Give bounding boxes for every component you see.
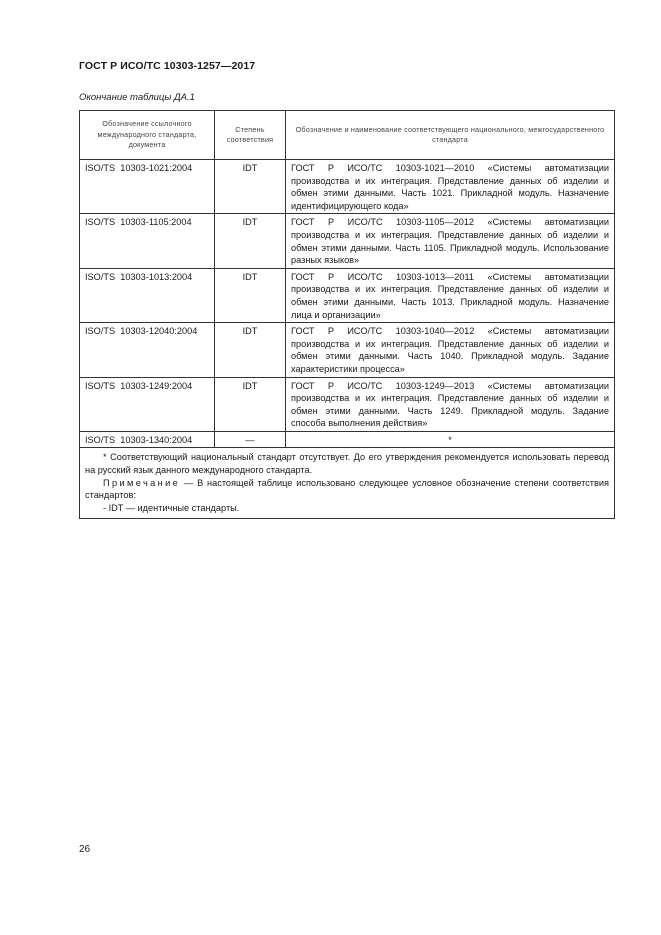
note-text: — В настоящей таблице использовано следующее условное обозначение степени соответствия стандартов: [85, 477, 609, 501]
national-standard-cell: ГОСТ Р ИСО/ТС 10303-1105—2012 «Системы автоматизации производства и их интеграция. Представление данных об изделии и обмен этими данными. Часть 1105. Прикладной модуль. Использование разных языков» [286, 214, 615, 268]
table-footnote [80, 448, 615, 519]
column-header-national-standard: Обозначение и наименование соответствующего национального, межгосударственного стандарта [286, 111, 615, 160]
table-row [80, 323, 615, 377]
degree-cell: IDT [215, 268, 286, 322]
national-standard-cell: ГОСТ Р ИСО/ТС 10303-1249—2013 «Системы автоматизации производства и их интеграция. Представление данных об изделии и обмен этими данными. Часть 1249. Прикладной модуль. Задание способа выполнения действия» [286, 377, 615, 431]
table-note [85, 477, 609, 502]
table-header-row [80, 111, 615, 160]
table-row [80, 377, 615, 431]
national-standard-cell: * [286, 431, 615, 448]
table-row [80, 431, 615, 448]
intl-standard-cell: ISO/TS 10303-1340:2004 [80, 431, 215, 448]
intl-standard-cell: ISO/TS 10303-12040:2004 [80, 323, 215, 377]
national-standard-cell: ГОСТ Р ИСО/ТС 10303-1040—2012 «Системы автоматизации производства и их интеграция. Представление данных об изделии и обмен этими данными. Часть 1040. Прикладной модуль. Задание характеристики процесса» [286, 323, 615, 377]
document-header: ГОСТ Р ИСО/ТС 10303-1257—2017 [79, 60, 256, 72]
standards-table [79, 110, 615, 519]
table-caption: Окончание таблицы ДА.1 [79, 92, 195, 103]
column-header-intl-standard: Обозначение ссылочного международного стандарта, документа [80, 111, 215, 160]
table-row [80, 214, 615, 268]
intl-standard-cell: ISO/TS 10303-1013:2004 [80, 268, 215, 322]
degree-cell: — [215, 431, 286, 448]
page-number: 26 [79, 844, 91, 855]
intl-standard-cell: ISO/TS 10303-1249:2004 [80, 377, 215, 431]
table-row [80, 268, 615, 322]
degree-cell: IDT [215, 323, 286, 377]
note-label: Примечание [103, 477, 181, 488]
table-row [80, 160, 615, 214]
intl-standard-cell: ISO/TS 10303-1105:2004 [80, 214, 215, 268]
national-standard-cell: ГОСТ Р ИСО/ТС 10303-1021—2010 «Системы автоматизации производства и их интеграция. Представление данных об изделии и обмен этими данными. Часть 1021. Прикладной модуль. Назначение идентифицирующего кода» [286, 160, 615, 214]
degree-cell: IDT [215, 214, 286, 268]
table-footnote-row [80, 448, 615, 519]
intl-standard-cell: ISO/TS 10303-1021:2004 [80, 160, 215, 214]
legend-item: - IDT — идентичные стандарты. [103, 502, 240, 513]
degree-cell: IDT [215, 160, 286, 214]
national-standard-cell: ГОСТ Р ИСО/ТС 10303-1013—2011 «Системы автоматизации производства и их интеграция. Представление данных об изделии и обмен этими данными. Часть 1013. Прикладной модуль. Назначение лица и организации» [286, 268, 615, 322]
asterisk-footnote: * Соответствующий национальный стандарт отсутствует. До его утверждения рекомендуется использовать перевод на русский язык данного международного стандарта. [85, 452, 609, 476]
column-header-degree: Степень соответствия [215, 111, 286, 160]
degree-cell: IDT [215, 377, 286, 431]
